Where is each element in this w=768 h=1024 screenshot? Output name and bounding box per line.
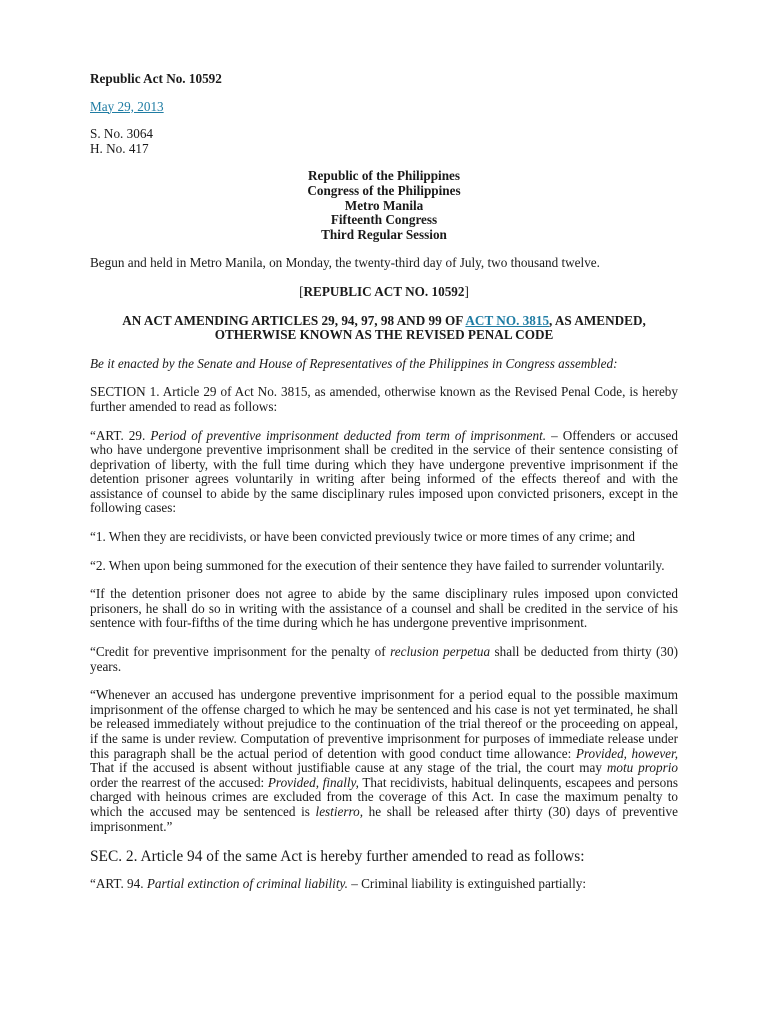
document-page — [90, 72, 678, 906]
whenever-paragraph — [90, 688, 678, 834]
item-2: “2. When upon being summoned for the execution of their sentence they have failed to surrender voluntarily. — [90, 557, 665, 573]
art94-heading: Partial extinction of criminal liability. — [146, 876, 348, 892]
header-line: Congress of the Philippines — [307, 182, 461, 198]
congress-header — [90, 169, 678, 242]
credit-post: shall be deducted from thirty (30) years. — [90, 644, 678, 674]
act-heading-post: , AS AMENDED, OTHERWISE KNOWN AS THE REVISED PENAL CODE — [214, 312, 646, 343]
whenever-i1: Provided, however, — [575, 745, 679, 761]
header-line: Republic of the Philippines — [307, 168, 461, 184]
bracket-close: ] — [464, 283, 469, 299]
whenever-b: That if the accused is absent without justifiable cause at any stage of the trial, the court may — [90, 760, 607, 776]
art94-body: – Criminal liability is extinguished partially: — [347, 876, 587, 892]
art94-prefix: “ART. 94. — [90, 876, 147, 892]
whenever-i4: lestierro, — [315, 803, 364, 819]
senate-number: S. No. 3064 — [90, 126, 154, 142]
header-line: Third Regular Session — [321, 226, 447, 242]
header-line: Fifteenth Congress — [330, 212, 438, 228]
enacting-clause: Be it enacted by the Senate and House of Representatives of the Philippines in Congress assembled: — [90, 355, 618, 371]
whenever-i3: Provided, finally, — [267, 774, 359, 790]
act-heading-pre: AN ACT AMENDING ARTICLES 29, 94, 97, 98 AND 99 OF — [122, 312, 466, 328]
date-link[interactable]: May 29, 2013 — [90, 98, 164, 114]
credit-pre: “Credit for preventive imprisonment for the penalty of — [90, 644, 391, 660]
whenever-c: order the rearrest of the accused: — [90, 774, 268, 790]
bracket-open: [ — [299, 283, 304, 299]
begun-paragraph: Begun and held in Metro Manila, on Monday, the twenty-third day of July, two thousand twelve. — [90, 255, 600, 271]
bill-numbers — [90, 127, 678, 156]
art29-body: – Offenders or accused who have undergone preventive imprisonment shall be credited in the service of their sentence consisting of deprivation of liberty, with the full time during which they have undergone preventive imprisonment if the detention prisoner agrees voluntarily in writing after being informed of the effects thereof and with the assistance of counsel to abide by the same disciplinary rules imposed upon convicted prisoners, except in the following cases: — [90, 427, 678, 516]
ra-label-text: REPUBLIC ACT NO. 10592 — [303, 283, 465, 299]
credit-italic: reclusion perpetua — [390, 644, 491, 660]
article-94 — [90, 877, 678, 892]
header-line: Metro Manila — [344, 197, 424, 213]
credit-paragraph — [90, 645, 678, 674]
document-title: Republic Act No. 10592 — [90, 71, 222, 86]
whenever-i2: motu proprio — [606, 760, 678, 776]
section-2: SEC. 2. Article 94 of the same Act is hereby further amended to read as follows: — [90, 848, 585, 866]
ra-label — [90, 285, 678, 300]
detention-paragraph: “If the detention prisoner does not agree to abide by the same disciplinary rules imposed upon convicted prisoners, he shall do so in writing with the assistance of a counsel and shall be credited in the service of his sentence with four-fifths of the time during which he has undergone preventive imprisonment. — [90, 586, 678, 631]
act-3815-link[interactable]: ACT NO. 3815 — [465, 312, 550, 328]
art29-heading: Period of preventive imprisonment deducted from term of imprisonment. — [150, 427, 547, 443]
whenever-d: That recidivists, habitual delinquents, escapees and persons charged with heinous crimes are excluded from the coverage of this Act. In case the maximum penalty to which the accused may be sentenced is — [90, 774, 678, 819]
act-heading — [90, 314, 678, 343]
whenever-a: “Whenever an accused has undergone preventive imprisonment for a period equal to the possible maximum imprisonment of the offense charged to which he may be sentenced and his case is not yet terminated, he shall be released immediately without prejudice to the continuation of the trial thereof or the proceeding on appeal, if the same is under review. Computation of preventive imprisonment for purposes of immediate release under this paragraph shall be the actual period of detention with good conduct time allowance: — [90, 687, 678, 761]
whenever-e: he shall be released after thirty (30) days of preventive imprisonment.” — [90, 803, 678, 834]
section-1: SECTION 1. Article 29 of Act No. 3815, as amended, otherwise known as the Revised Penal Code, is hereby further amended to read as follows: — [90, 384, 678, 414]
article-29 — [90, 429, 678, 517]
art29-prefix: “ART. 29. — [90, 427, 151, 443]
house-number: H. No. 417 — [90, 140, 149, 156]
item-1: “1. When they are recidivists, or have been convicted previously twice or more times of any crime; and — [90, 529, 636, 545]
